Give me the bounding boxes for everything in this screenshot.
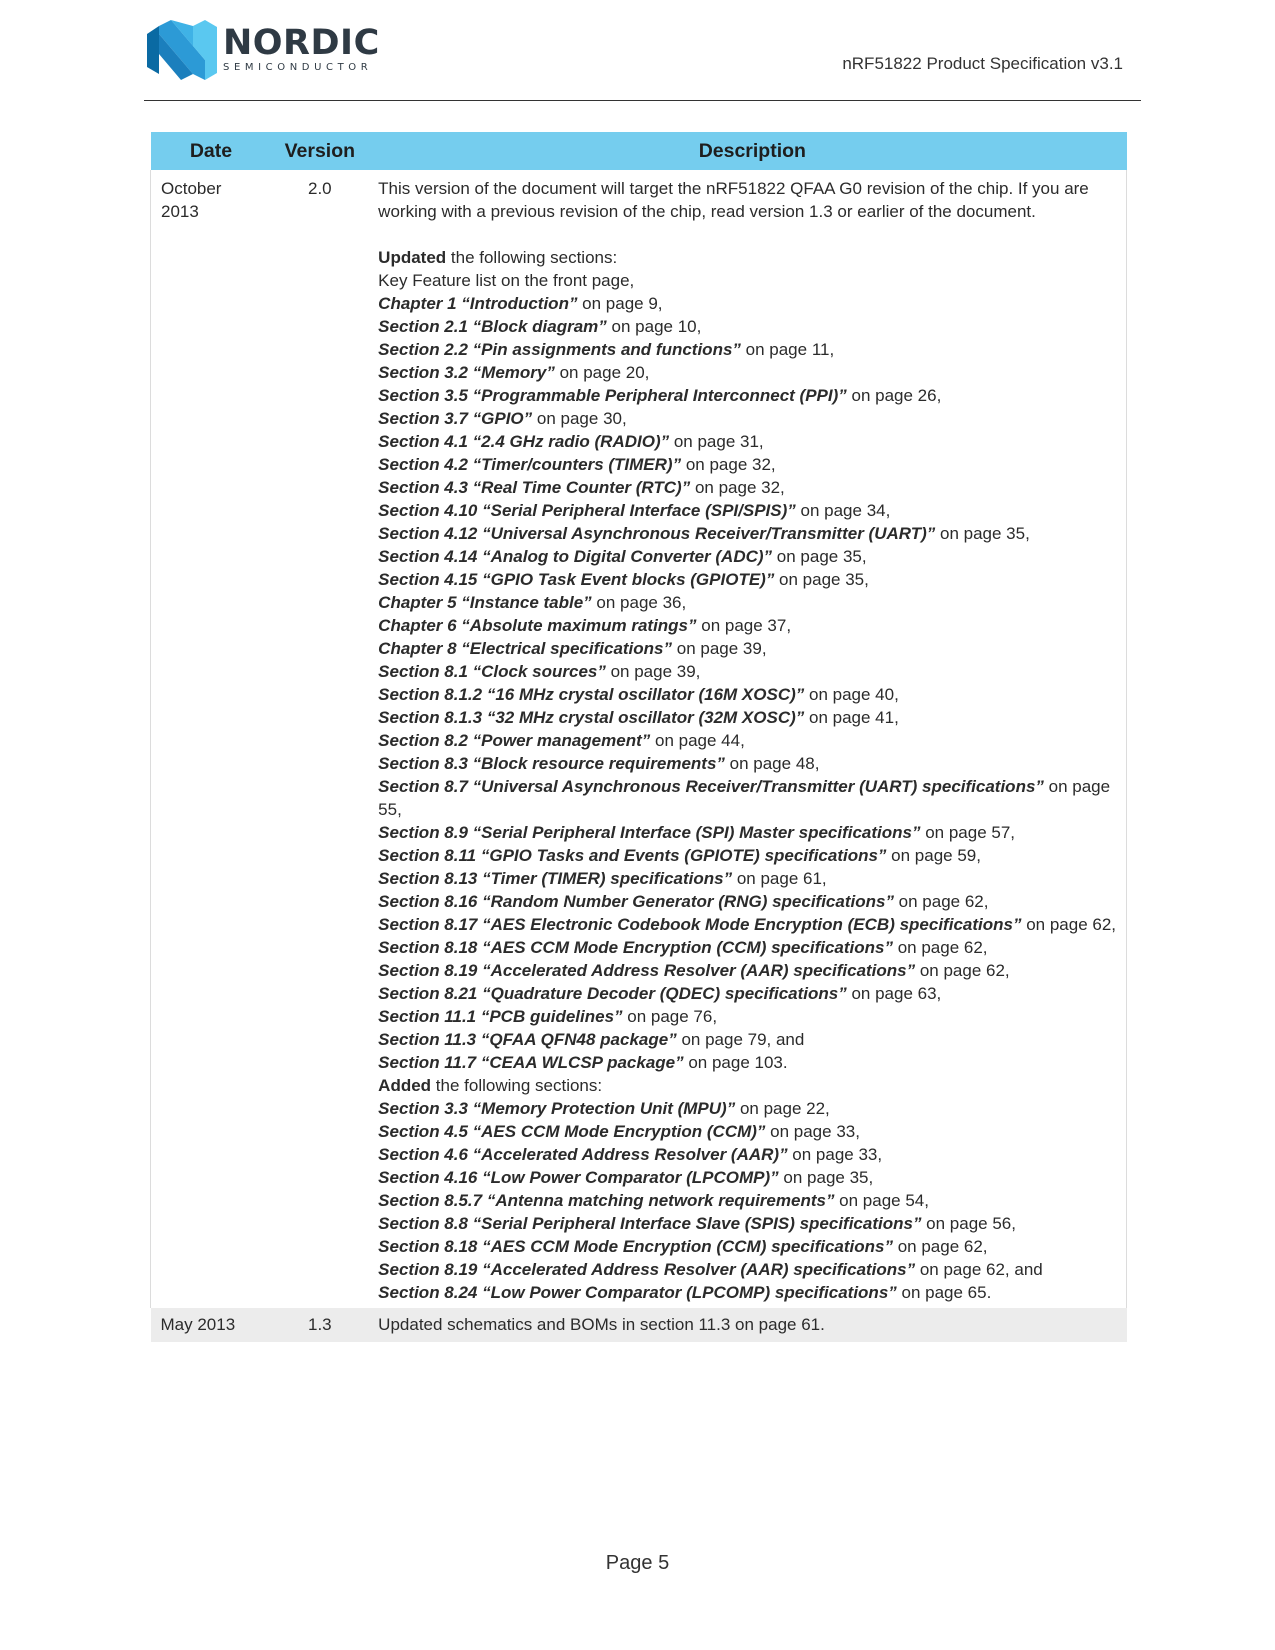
updated-label: Updated: [378, 248, 447, 267]
document-title: nRF51822 Product Specification v3.1: [842, 54, 1123, 73]
cell-description: Updated schematics and BOMs in section 11.3 on page 61.: [368, 1308, 1126, 1342]
section-reference-title: Section 4.15 “GPIO Task Event blocks (GPIOTE)”: [378, 570, 775, 589]
section-reference-item: [378, 1281, 1116, 1304]
section-reference-page: on page 62,: [1021, 915, 1116, 934]
section-reference-page: on page 22,: [735, 1099, 830, 1118]
section-reference-title: Section 8.8 “Serial Peripheral Interface Slave (SPIS) specifications”: [378, 1214, 922, 1233]
added-heading: [378, 1074, 1116, 1097]
section-reference-page: on page 57,: [920, 823, 1016, 842]
section-reference-page: Key Feature list on the front page,: [378, 271, 635, 290]
section-reference-page: on page 11,: [740, 340, 835, 359]
section-reference-page: on page 41,: [804, 708, 899, 727]
section-reference-page: on page 62, and: [915, 1260, 1043, 1279]
table-row: [151, 170, 1127, 1308]
cell-version: 1.3: [271, 1308, 368, 1342]
section-reference-page: on page 62,: [892, 938, 988, 957]
section-reference-title: Section 8.19 “Accelerated Address Resolver (AAR) specifications”: [378, 1260, 916, 1279]
section-reference-page: on page 20,: [554, 363, 650, 382]
section-reference-title: Section 8.24 “Low Power Comparator (LPCOMP) specifications”: [378, 1283, 897, 1302]
section-reference-title: Section 8.19 “Accelerated Address Resolver (AAR) specifications”: [378, 961, 916, 980]
section-reference-title: Section 8.7 “Universal Asynchronous Receiver/Transmitter (UART) specifications”: [378, 777, 1044, 796]
section-reference-page: on page 59,: [886, 846, 981, 865]
section-reference-item: [378, 1028, 1116, 1051]
section-reference-title: Section 4.6 “Accelerated Address Resolver (AAR)”: [378, 1145, 788, 1164]
section-reference-page: on page 37,: [696, 616, 792, 635]
section-reference-page: on page 33,: [765, 1122, 860, 1141]
section-reference-title: Section 3.2 “Memory”: [378, 363, 555, 382]
header-divider: [144, 100, 1141, 101]
section-reference-item: [378, 913, 1116, 936]
page-number: Page 5: [605, 1552, 670, 1574]
section-reference-page: on page 79, and: [676, 1030, 805, 1049]
section-reference-title: Chapter 5 “Instance table”: [378, 593, 592, 612]
section-reference-item: [378, 269, 1116, 292]
section-reference-page: on page 9,: [577, 294, 663, 313]
section-reference-title: Section 4.14 “Analog to Digital Converter (ADC)”: [378, 547, 773, 566]
section-reference-page: on page 63,: [846, 984, 942, 1003]
section-reference-item: [378, 1212, 1116, 1235]
section-reference-title: Section 4.1 “2.4 GHz radio (RADIO)”: [378, 432, 670, 451]
section-reference-title: Section 3.3 “Memory Protection Unit (MPU)”: [378, 1099, 736, 1118]
section-reference-item: [378, 476, 1116, 499]
section-reference-item: [378, 407, 1116, 430]
section-reference-title: Section 4.5 “AES CCM Mode Encryption (CCM)”: [378, 1122, 766, 1141]
section-reference-page: on page 31,: [669, 432, 764, 451]
section-reference-title: Chapter 6 “Absolute maximum ratings”: [378, 616, 697, 635]
section-reference-title: Section 4.3 “Real Time Counter (RTC)”: [378, 478, 691, 497]
column-header-description: Description: [368, 132, 1126, 170]
section-reference-item: [378, 1189, 1116, 1212]
section-reference-item: [378, 453, 1116, 476]
section-reference-page: on page 54,: [834, 1191, 929, 1210]
section-reference-title: Section 8.13 “Timer (TIMER) specifications”: [378, 869, 733, 888]
section-reference-item: [378, 1258, 1116, 1281]
section-reference-title: Section 4.12 “Universal Asynchronous Receiver/Transmitter (UART)”: [378, 524, 936, 543]
section-reference-title: Section 8.1.2 “16 MHz crystal oscillator (16M XOSC)”: [378, 685, 805, 704]
section-reference-page: on page 40,: [804, 685, 899, 704]
section-reference-page: on page 10,: [606, 317, 702, 336]
section-reference-item: [378, 499, 1116, 522]
section-reference-page: on page 103.: [683, 1053, 788, 1072]
logo-wordmark: NORDIC: [223, 23, 380, 63]
section-reference-title: Section 8.11 “GPIO Tasks and Events (GPIOTE) specifications”: [378, 846, 887, 865]
section-reference-page: on page 33,: [787, 1145, 883, 1164]
section-reference-item: [378, 315, 1116, 338]
section-reference-title: Section 4.2 “Timer/counters (TIMER)”: [378, 455, 682, 474]
cell-date: October 2013: [151, 170, 272, 1308]
section-reference-item: [378, 361, 1116, 384]
section-reference-item: [378, 1235, 1116, 1258]
section-reference-item: [378, 522, 1116, 545]
section-reference-title: Section 8.1 “Clock sources”: [378, 662, 606, 681]
section-reference-item: [378, 568, 1116, 591]
section-reference-title: Section 3.5 “Programmable Peripheral Interconnect (PPI)”: [378, 386, 847, 405]
section-reference-item: [378, 775, 1116, 821]
revision-history-table: [150, 132, 1127, 1342]
section-reference-title: Section 11.3 “QFAA QFN48 package”: [378, 1030, 677, 1049]
section-reference-item: [378, 844, 1116, 867]
section-reference-item: [378, 545, 1116, 568]
section-reference-page: on page 30,: [532, 409, 627, 428]
section-reference-item: [378, 1097, 1116, 1120]
added-label: Added: [378, 1076, 432, 1095]
section-reference-title: Section 8.2 “Power management”: [378, 731, 651, 750]
section-reference-title: Section 8.9 “Serial Peripheral Interface (SPI) Master specifications”: [378, 823, 921, 842]
section-reference-title: Section 8.5.7 “Antenna matching network requirements”: [378, 1191, 835, 1210]
section-reference-item: [378, 614, 1116, 637]
section-reference-title: Chapter 8 “Electrical specifications”: [378, 639, 673, 658]
section-reference-item: [378, 591, 1116, 614]
section-reference-item: [378, 292, 1116, 315]
section-reference-item: [378, 338, 1116, 361]
section-reference-title: Section 4.10 “Serial Peripheral Interface (SPI/SPIS)”: [378, 501, 796, 520]
section-reference-item: [378, 660, 1116, 683]
section-reference-page: on page 26,: [846, 386, 942, 405]
section-reference-page: on page 35,: [935, 524, 1030, 543]
section-reference-title: Section 3.7 “GPIO”: [378, 409, 533, 428]
section-reference-item: [378, 1005, 1116, 1028]
section-reference-page: on page 35,: [774, 570, 869, 589]
section-reference-page: on page 56,: [921, 1214, 1016, 1233]
cell-version: 2.0: [307, 179, 332, 198]
section-reference-item: [378, 430, 1116, 453]
nordic-logo-mark-icon: [147, 20, 217, 80]
section-reference-page: on page 65.: [896, 1283, 992, 1302]
section-reference-item: [378, 982, 1116, 1005]
section-reference-title: Section 2.2 “Pin assignments and functions”: [378, 340, 741, 359]
section-reference-page: on page 55,: [378, 777, 1111, 819]
section-reference-title: Section 11.7 “CEAA WLCSP package”: [378, 1053, 684, 1072]
section-reference-item: [378, 637, 1116, 660]
section-reference-page: on page 32,: [690, 478, 785, 497]
table-header-row: [151, 132, 1127, 170]
cell-date: May 2013: [151, 1308, 272, 1342]
section-reference-item: [378, 1051, 1116, 1074]
section-reference-item: [378, 821, 1116, 844]
section-reference-page: on page 62,: [915, 961, 1010, 980]
section-reference-item: [378, 936, 1116, 959]
column-header-version: Version: [271, 132, 368, 170]
section-reference-item: [378, 1143, 1116, 1166]
section-reference-item: [378, 1166, 1116, 1189]
section-reference-title: Section 8.1.3 “32 MHz crystal oscillator (32M XOSC)”: [378, 708, 805, 727]
section-reference-page: on page 39,: [605, 662, 701, 681]
section-reference-page: on page 32,: [681, 455, 776, 474]
added-suffix: the following sections:: [431, 1076, 603, 1095]
cell-description: [368, 170, 1126, 1308]
updated-suffix: the following sections:: [446, 248, 618, 267]
section-reference-page: on page 36,: [591, 593, 687, 612]
updated-sections-list: [378, 269, 1116, 1074]
nordic-logo: [147, 20, 380, 80]
section-reference-item: [378, 1120, 1116, 1143]
table-row: [151, 1308, 1127, 1342]
section-reference-item: [378, 890, 1116, 913]
section-reference-page: on page 39,: [672, 639, 767, 658]
section-reference-page: on page 35,: [778, 1168, 874, 1187]
section-reference-item: [378, 959, 1116, 982]
section-reference-page: on page 62,: [892, 1237, 988, 1256]
description-intro: This version of the document will target the nRF51822 QFAA G0 revision of the chip. If you are working with a previous revision of the chip, read version 1.3 or earlier of the document.: [378, 179, 1089, 221]
section-reference-title: Section 8.3 “Block resource requirements”: [378, 754, 725, 773]
logo-subtitle: SEMICONDUCTOR: [223, 62, 373, 73]
section-reference-item: [378, 752, 1116, 775]
section-reference-title: Section 8.17 “AES Electronic Codebook Mode Encryption (ECB) specifications”: [378, 915, 1022, 934]
section-reference-title: Section 8.21 “Quadrature Decoder (QDEC) specifications”: [378, 984, 847, 1003]
section-reference-title: Section 11.1 “PCB guidelines”: [378, 1007, 623, 1026]
section-reference-page: on page 44,: [650, 731, 745, 750]
section-reference-title: Chapter 1 “Introduction”: [378, 294, 578, 313]
section-reference-title: Section 2.1 “Block diagram”: [378, 317, 607, 336]
section-reference-item: [378, 683, 1116, 706]
section-reference-page: on page 62,: [893, 892, 989, 911]
section-reference-page: on page 35,: [772, 547, 867, 566]
section-reference-title: Section 8.16 “Random Number Generator (RNG) specifications”: [378, 892, 894, 911]
section-reference-item: [378, 729, 1116, 752]
section-reference-item: [378, 706, 1116, 729]
section-reference-page: on page 76,: [622, 1007, 718, 1026]
section-reference-page: on page 34,: [795, 501, 891, 520]
section-reference-page: on page 61,: [732, 869, 827, 888]
section-reference-title: Section 4.16 “Low Power Comparator (LPCOMP)”: [378, 1168, 779, 1187]
section-reference-title: Section 8.18 “AES CCM Mode Encryption (CCM) specifications”: [378, 938, 893, 957]
column-header-date: Date: [151, 132, 272, 170]
section-reference-item: [378, 867, 1116, 890]
added-sections-list: [378, 1097, 1116, 1304]
updated-heading: [378, 246, 1116, 269]
section-reference-title: Section 8.18 “AES CCM Mode Encryption (CCM) specifications”: [378, 1237, 893, 1256]
section-reference-item: [378, 384, 1116, 407]
section-reference-page: on page 48,: [724, 754, 820, 773]
